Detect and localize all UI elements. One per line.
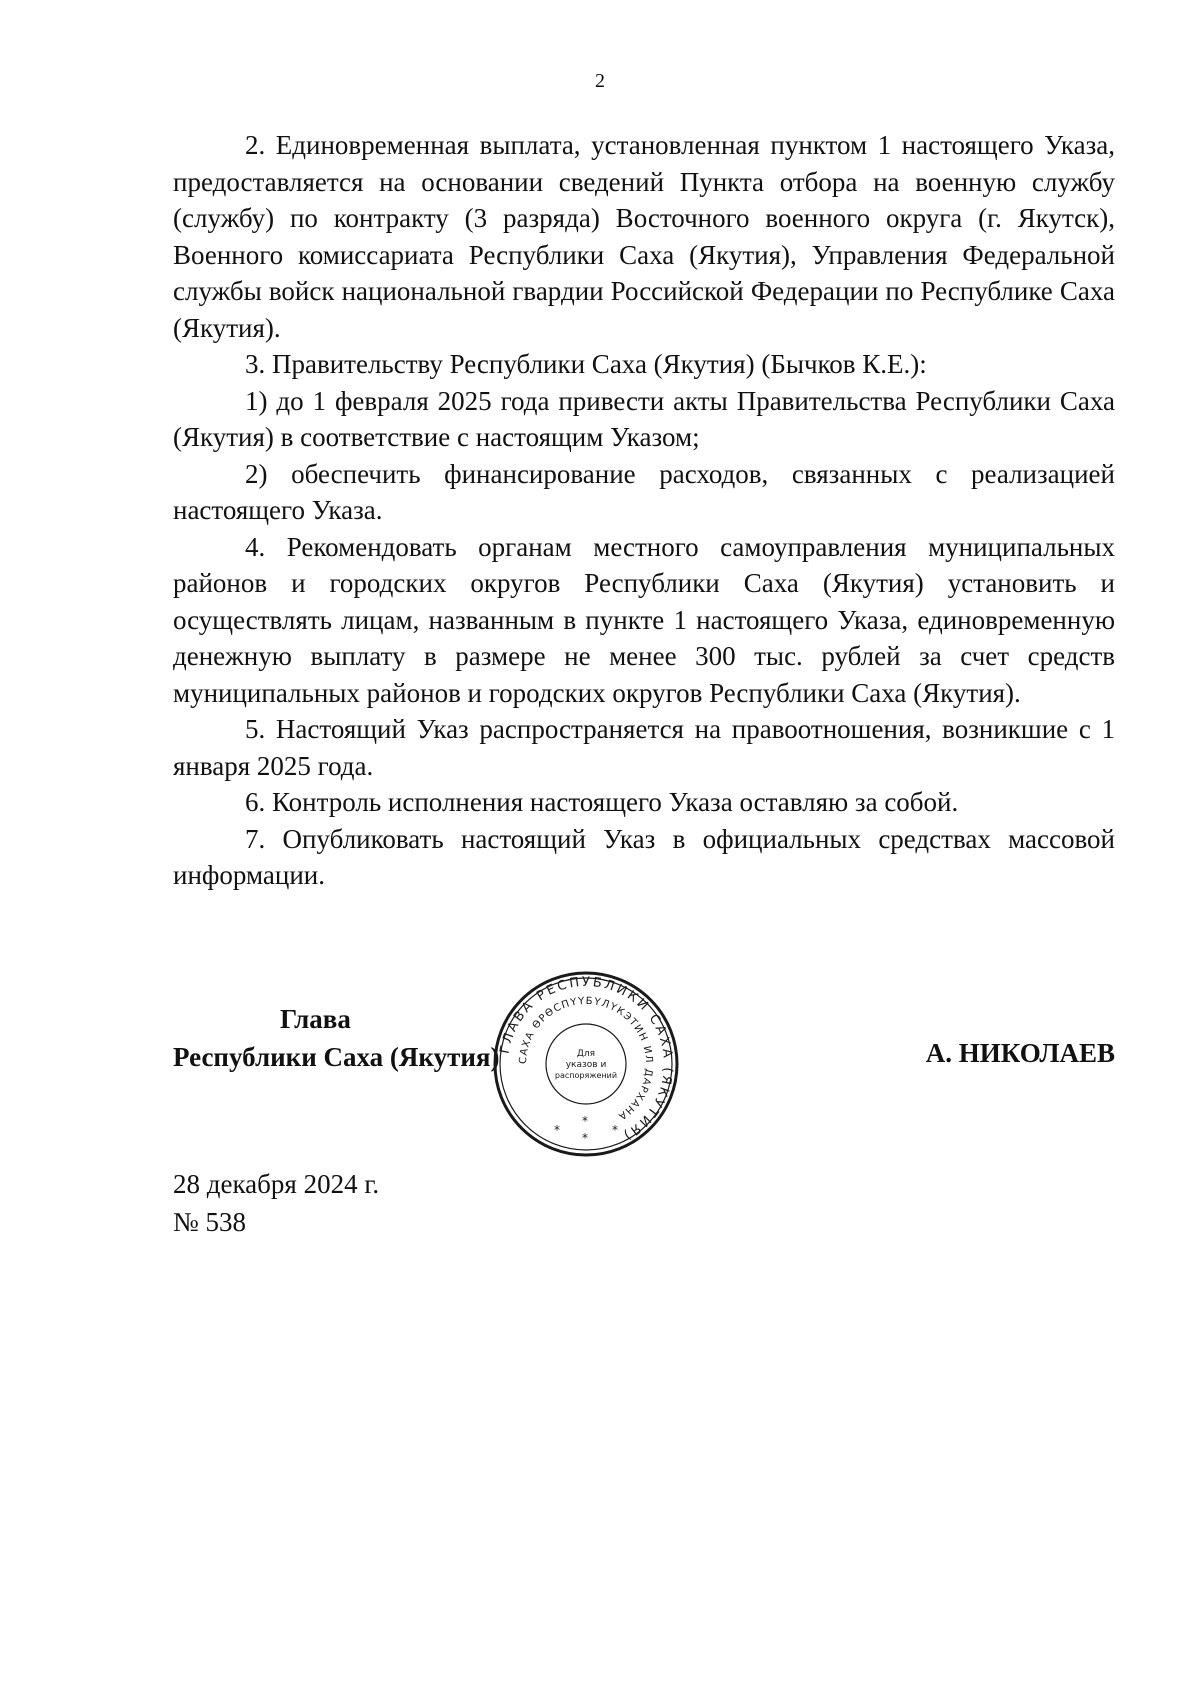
seal-center-line3: распоряжений	[554, 1071, 618, 1080]
document-footer	[173, 1165, 379, 1241]
paragraph-3-1: 1) до 1 февраля 2025 года привести акты Правительства Республики Саха (Якутия) в соответствие с настоящим Указом;	[173, 385, 1115, 452]
paragraph-6: 6. Контроль исполнения настоящего Указа оставляю за собой.	[245, 787, 959, 817]
paragraph-5: 5. Настоящий Указ распространяется на правоотношения, возникшие с 1 января 2025 года.	[173, 714, 1115, 781]
document-body	[173, 127, 1115, 894]
signatory-name: А. НИКОЛАЕВ	[925, 1038, 1115, 1068]
signature-title	[173, 1000, 533, 1076]
official-seal	[492, 970, 680, 1158]
seal-center-line1: Для	[576, 1049, 596, 1059]
decree-number: № 538	[173, 1207, 247, 1237]
page-number: 2	[595, 70, 605, 92]
seal-star-icon: *	[612, 1123, 618, 1137]
signature-title-line1: Глава	[280, 1004, 351, 1034]
seal-star-icon: *	[582, 1114, 588, 1128]
seal-inner-textpath: САХА ӨРӨСПҮҮБҮЛҮКЭТИН ИЛ ДАРХАНА	[517, 995, 655, 1123]
seal-center-line2: указов и	[565, 1060, 607, 1070]
seal-star-icon: *	[554, 1123, 560, 1137]
signature-title-line2: Республики Саха (Якутия)	[173, 1042, 500, 1072]
decree-date: 28 декабря 2024 г.	[173, 1169, 380, 1199]
paragraph-3-2: 2) обеспечить финансирование расходов, связанных с реализацией настоящего Указа.	[173, 458, 1115, 525]
paragraph-2: 2. Единовременная выплата, установленная пунктом 1 настоящего Указа, предоставляется на основании сведений Пункта отбора на военную службу (службу) по контракту (3 разряда) Восточного военного округа (г. Якутск), Военного комиссариата Республики Саха (Якутия), Управления Федеральной службы войск национальной гвардии Российской Федерации по Республике Саха (Якутия).	[173, 130, 1115, 343]
paragraph-3: 3. Правительству Республики Саха (Якутия) (Бычков К.Е.):	[245, 349, 927, 379]
seal-star-icon: *	[582, 1131, 588, 1145]
paragraph-4: 4. Рекомендовать органам местного самоуправления муниципальных районов и городских округов Республики Саха (Якутия) установить и осуществлять лицам, названным в пункте 1 настоящего Указа, единовременную денежную выплату в размере не менее 300 тыс. рублей за счет средств муниципальных районов и городских округов Республики Саха (Якутия).	[173, 531, 1115, 708]
paragraph-7: 7. Опубликовать настоящий Указ в официальных средствах массовой информации.	[173, 823, 1115, 890]
seal-outer-textpath: ГЛАВА РЕСПУБЛИКИ САХА (ЯКУТИЯ)	[497, 974, 676, 1144]
